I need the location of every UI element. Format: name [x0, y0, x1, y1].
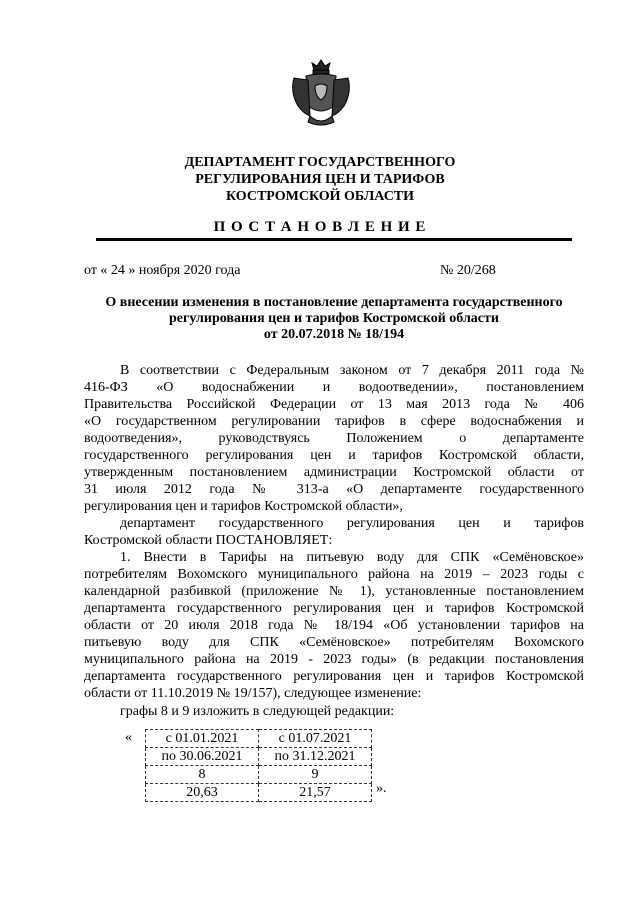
- body-line: области от 20 июля 2018 года № 18/194 «Об установлении тарифов на: [84, 618, 584, 633]
- body-line: департамента государственного регулирования цен и тарифов Костромской: [84, 669, 584, 684]
- table-open-quote: «: [125, 730, 132, 745]
- body-line: муниципального района на 2019 - 2023 годы» (в редакции постановления: [84, 652, 584, 667]
- body-line: календарной разбивкой (приложение № 1), установленные постановлением: [84, 584, 584, 599]
- body-line: В соответствии с Федеральным законом от 7 декабря 2011 года №: [120, 363, 584, 378]
- department-line-3: КОСТРОМСКОЙ ОБЛАСТИ: [225, 189, 415, 204]
- body-line: Правительства Российской Федерации от 13 мая 2013 года № 406: [84, 397, 584, 412]
- table-cell: по 31.12.2021: [259, 748, 372, 766]
- body-line: регулирования цен и тарифов Костромской области»,: [84, 499, 403, 514]
- table-cell: 21,57: [259, 784, 372, 802]
- body-line: «О государственном регулировании тарифов в сфере водоснабжения и: [84, 414, 584, 429]
- table-cell: с 01.01.2021: [146, 730, 259, 748]
- body-line: потребителям Вохомского муниципального района на 2019 – 2023 годы с: [84, 567, 584, 582]
- header-divider: [96, 238, 572, 241]
- body-line: департамента государственного регулирования цен и тарифов Костромской: [84, 601, 584, 616]
- body-line: 416-ФЗ «О водоснабжении и водоотведении», постановлением: [84, 380, 584, 395]
- table-cell: 9: [259, 766, 372, 784]
- department-line-1: ДЕПАРТАМЕНТ ГОСУДАРСТВЕННОГО: [184, 155, 456, 170]
- table-cell: 8: [146, 766, 259, 784]
- body-line: 1. Внести в Тарифы на питьевую воду для СПК «Семёновское»: [120, 550, 584, 565]
- document-number: № 20/268: [440, 263, 496, 278]
- table-row: [146, 784, 372, 802]
- table-cell: с 01.07.2021: [259, 730, 372, 748]
- table-cell: по 30.06.2021: [146, 748, 259, 766]
- body-line: области от 11.10.2019 № 19/157), следующее изменение:: [84, 686, 422, 701]
- table-row: [146, 766, 372, 784]
- body-line: государственного регулирования цен и тарифов Костромской области,: [84, 448, 584, 463]
- body-line: питьевую воду для СПК «Семёновское» потребителям Вохомского: [84, 635, 584, 650]
- body-line: графы 8 и 9 изложить в следующей редакции:: [120, 704, 395, 719]
- body-line: департамент государственного регулирования цен и тарифов: [120, 516, 584, 531]
- table-cell: 20,63: [146, 784, 259, 802]
- title-line-3: от 20.07.2018 № 18/194: [263, 327, 405, 342]
- table-row: [146, 748, 372, 766]
- department-line-2: РЕГУЛИРОВАНИЯ ЦЕН И ТАРИФОВ: [195, 172, 445, 187]
- body-line: 31 июля 2012 года № 313-а «О департаменте государственного: [84, 482, 584, 497]
- body-line: утвержденным постановлением администрации Костромской области от: [84, 465, 584, 480]
- body-line: водоотведения», руководствуясь Положением о департаменте: [84, 431, 584, 446]
- document-type: П О С Т А Н О В Л Е Н И Е: [213, 219, 427, 235]
- title-line-1: О внесении изменения в постановление департамента государственного: [105, 295, 563, 310]
- title-line-2: регулирования цен и тарифов Костромской области: [169, 311, 499, 326]
- table-close-quote: ».: [376, 781, 387, 796]
- coat-of-arms-icon: [286, 56, 356, 128]
- document-date: от « 24 » ноября 2020 года: [84, 263, 241, 278]
- body-line: Костромской области ПОСТАНОВЛЯЕТ:: [84, 533, 333, 548]
- table-row: [146, 730, 372, 748]
- tariff-table: [145, 729, 372, 802]
